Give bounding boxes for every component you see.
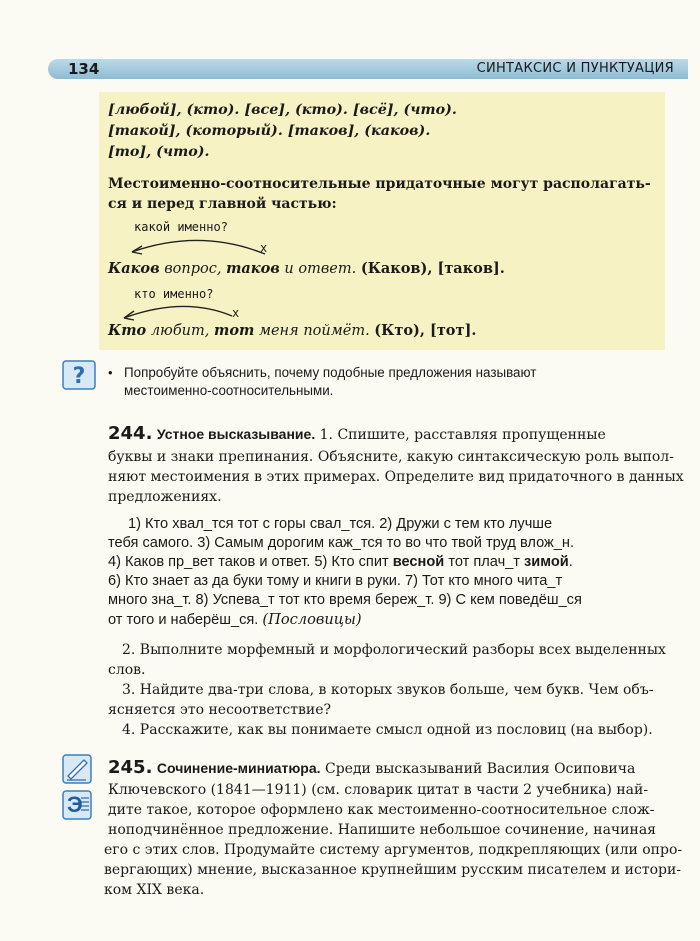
proverb-line-5: много зна_т. 8) Успева_т тот кто время береж_т. 9) С кем поведёш_ся [108,592,582,608]
proverb-line-4: 6) Кто знает аз да буки тому и книги в руки. 7) Тот кто много чита_т [108,573,563,589]
example1-cross: x [260,241,268,255]
exercise-244-task1-line4: предложениях. [108,489,222,505]
writing-icon [62,754,92,784]
proverb-source: (Пословицы) [262,611,362,628]
rule-statement-2: ся и перед главной частью: [108,196,337,212]
exercise-245-line-3: дите такое, которое оформлено как местоименно-соотносительное слож- [108,802,655,818]
exercise-245-line-5: его с этих слов. Продумайте систему аргументов, подкрепляющих (или опро- [104,842,683,858]
exercise-244-task1-line2: буквы и знаки препинания. Объясните, какую синтаксическую роль выпол- [108,449,674,465]
proverb-line-3: 4) Каков пр_вет таков и ответ. 5) Кто спит весной тот плач_т зимой. [108,554,573,570]
proverb-line-6: от того и наберёш_ся. (Пословицы) [108,611,362,628]
exercise-245-line-7: ком XIX века. [104,882,205,898]
question-icon [62,360,96,390]
exercise-244-title: Устное высказывание. [156,426,316,442]
example2-cross: x [232,306,240,320]
bullet-marker: • [108,365,113,380]
page-header [48,59,688,79]
task2-line-2: слов. [108,662,146,678]
bold-word-winter: зимой [524,554,569,570]
task3-line-2: ясняется это несоответствие? [108,702,332,718]
example1-sentence: Каков вопрос, таков и ответ. (Каков), [таков]. [108,260,505,277]
example2-sentence: Кто любит, тот меня поймёт. (Кто), [тот]. [108,322,477,339]
svg-text:?: ? [72,364,86,389]
essay-icon-letter: Э [67,792,83,817]
example2-question: кто именно? [134,287,214,301]
exercise-245-header: 245. Сочинение-миниатюра. Среди высказываний Василия Осиповича [108,757,636,778]
rule-line-1: [любой], (кто). [все], (кто). [всё], (что). [108,102,457,118]
exercise-244-task1-line3: няют местоимения в этих примерах. Определите вид придаточного в данных [108,469,684,485]
proverb-line-2: тебя самого. 3) Самым дорогим каж_тся то во что твой труд влож_н. [108,535,575,551]
section-title: СИНТАКСИС И ПУНКТУАЦИЯ [476,61,674,76]
proverb-line-1: 1) Кто хвал_тся тот с горы свал_тся. 2) Дружи с тем кто лучше [128,516,553,532]
exercise-245-number: 245. [108,757,153,778]
task3-line-1: 3. Найдите два-три слова, в которых звуков больше, чем букв. Чем объ- [122,682,654,698]
rule-line-2: [такой], (который). [таков], (каков). [108,123,431,139]
task2-line-1: 2. Выполните морфемный и морфологический разборы всех выделенных [122,642,666,658]
rule-line-3: [то], (что). [108,144,210,160]
exercise-245-line-2: Ключевского (1841—1911) (см. словарик цитат в части 2 учебника) най- [108,782,649,798]
exercise-245-line-4: ноподчинённое предложение. Напишите небольшое сочинение, начиная [108,822,657,838]
example1-question: какой именно? [134,220,228,234]
question-line-2: местоименно-соотносительными. [124,383,334,398]
bold-word-spring: весной [392,554,445,570]
rule-statement-1: Местоименно-соотносительные придаточные могут располагать- [108,176,651,192]
question-line-1: Попробуйте объяснить, почему подобные предложения называют [124,365,537,380]
exercise-244-header: 244. Устное высказывание. 1. Спишите, расставляя пропущенные [108,423,606,444]
exercise-244-number: 244. [108,423,153,444]
task4: 4. Расскажите, как вы понимаете смысл одной из пословиц (на выбор). [122,722,653,738]
page-number: 134 [68,60,100,78]
exercise-245-line-6: вергающих) мнение, высказанное крупнейшим русским писателем и истори- [104,862,682,878]
exercise-245-title: Сочинение-миниатюра. [156,760,321,776]
